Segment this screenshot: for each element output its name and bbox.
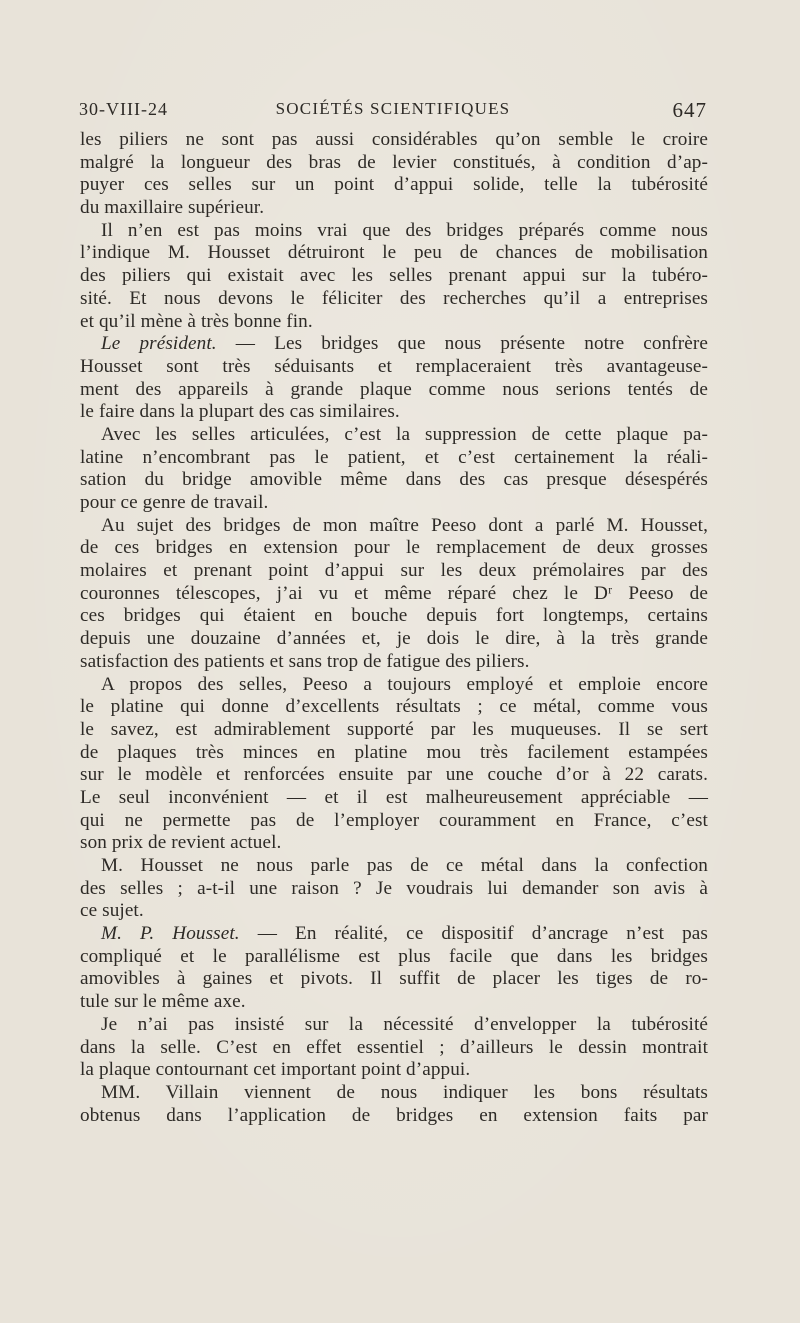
text-line xyxy=(80,469,708,492)
page-number: 647 xyxy=(672,98,707,122)
text-line xyxy=(80,719,708,742)
line-text: et qu’il mène à très bonne fin. xyxy=(80,310,313,332)
line-text: puyer ces selles sur un point d’appui solide, telle la tubérosité xyxy=(80,174,708,196)
text-line xyxy=(80,492,708,515)
speaker-name: M. P. Housset. xyxy=(101,923,240,945)
text-line xyxy=(80,288,708,311)
line-text: le faire dans la plupart des cas similaires. xyxy=(80,401,400,423)
line-text: tule sur le même axe. xyxy=(80,991,246,1013)
line-text: — En réalité, ce dispositif d’ancrage n’est pas xyxy=(239,923,708,945)
text-line xyxy=(80,878,708,901)
text-line xyxy=(80,197,708,220)
line-text: malgré la longueur des bras de levier constitués, à condition d’ap- xyxy=(80,151,708,173)
text-line xyxy=(80,968,708,991)
line-text: satisfaction des patients et sans trop de fatigue des piliers. xyxy=(80,650,530,672)
line-text: des piliers qui existait avec les selles prenant appui sur la tubéro- xyxy=(80,265,708,287)
line-text: Avec les selles articulées, c’est la suppression de cette plaque pa- xyxy=(101,423,708,445)
header-title: SOCIÉTÉS SCIENTIFIQUES xyxy=(275,99,511,118)
text-line xyxy=(80,356,708,379)
line-text: pour ce genre de travail. xyxy=(80,492,269,513)
text-line xyxy=(80,583,708,606)
text-line xyxy=(80,311,708,334)
text-line xyxy=(80,832,708,855)
text-line xyxy=(80,900,708,923)
text-line xyxy=(80,991,708,1014)
line-text: — Les bridges que nous présente notre confrère xyxy=(216,333,708,355)
line-text: du maxillaire supérieur. xyxy=(80,197,265,219)
text-line xyxy=(80,537,708,560)
line-text: Je n’ai pas insisté sur la nécessité d’envelopper la tubérosité xyxy=(101,1013,708,1035)
text-line xyxy=(80,946,708,969)
text-line xyxy=(80,764,708,787)
line-text: de ces bridges en extension pour le remplacement de deux grosses xyxy=(80,537,708,559)
line-text: de plaques très minces en platine mou très facilement estampées xyxy=(80,741,708,763)
text-line xyxy=(80,333,708,356)
line-text: qui ne permette pas de l’employer couramment en France, c’est xyxy=(80,809,708,831)
text-line xyxy=(80,401,708,424)
line-text: ment des appareils à grande plaque comme nous serions tentés de xyxy=(80,378,708,400)
text-line xyxy=(80,220,708,243)
text-line xyxy=(80,129,708,152)
running-header xyxy=(79,96,707,126)
line-text: le platine qui donne d’excellents résultats ; ce métal, comme vous xyxy=(80,696,708,718)
text-line xyxy=(80,174,708,197)
text-line xyxy=(80,1105,708,1128)
line-text: depuis une douzaine d’années et, je dois le dire, à la très grande xyxy=(80,628,708,650)
line-text: A propos des selles, Peeso a toujours employé et emploie encore xyxy=(101,673,708,695)
line-text: dans la selle. C’est en effet essentiel ; d’ailleurs le dessin montrait xyxy=(80,1036,708,1058)
line-text: MM. Villain viennent de nous indiquer les bons résultats xyxy=(101,1081,708,1103)
line-text: Au sujet des bridges de mon maître Peeso dont a parlé M. Housset, xyxy=(101,514,708,536)
line-text: l’indique M. Housset détruiront le peu de chances de mobilisation xyxy=(80,242,708,264)
line-text: la plaque contournant cet important point d’appui. xyxy=(80,1059,471,1081)
text-line xyxy=(80,787,708,810)
text-line xyxy=(80,515,708,538)
text-line xyxy=(80,810,708,833)
line-text: des selles ; a-t-il une raison ? Je voudrais lui demander son avis à xyxy=(80,877,708,899)
text-line xyxy=(80,651,708,674)
line-text: amovibles à gaines et pivots. Il suffit de placer les tiges de ro- xyxy=(80,968,708,990)
line-text: latine n’encombrant pas le patient, et c’est certainement la réali- xyxy=(80,446,708,468)
text-line xyxy=(80,379,708,402)
text-line xyxy=(80,447,708,470)
line-text: M. Housset ne nous parle pas de ce métal dans la confection xyxy=(101,855,708,876)
text-line xyxy=(80,855,708,878)
text-line xyxy=(80,1082,708,1105)
text-line xyxy=(80,424,708,447)
line-text: ces bridges qui étaient en bouche depuis fort longtemps, certains xyxy=(80,605,708,627)
speaker-name: Le président. xyxy=(101,333,217,355)
line-text: ce sujet. xyxy=(80,900,144,922)
line-text: Il n’en est pas moins vrai que des bridges préparés comme nous xyxy=(101,219,708,241)
line-text: compliqué et le parallélisme est plus facile que dans les bridges xyxy=(80,945,708,967)
header-date: 30-VIII-24 xyxy=(79,99,168,119)
text-line xyxy=(80,265,708,288)
text-line xyxy=(80,674,708,697)
text-line xyxy=(80,628,708,651)
text-line xyxy=(80,242,708,265)
text-line xyxy=(80,923,708,946)
line-text: sur le modèle et renforcées ensuite par une couche d’or à 22 carats. xyxy=(80,764,708,786)
line-text: Housset sont très séduisants et remplaceraient très avantageuse- xyxy=(80,355,708,377)
line-text: le savez, est admirablement supporté par les muqueuses. Il se sert xyxy=(80,718,708,740)
line-text: sation du bridge amovible même dans des cas presque désespérés xyxy=(80,469,708,491)
text-line xyxy=(80,605,708,628)
line-text: son prix de revient actuel. xyxy=(80,832,282,854)
line-text: couronnes télescopes, j’ai vu et même réparé chez le Dʳ Peeso de xyxy=(80,582,708,604)
text-line xyxy=(80,560,708,583)
line-text: sité. Et nous devons le féliciter des recherches qu’il a entreprises xyxy=(80,287,708,309)
line-text: obtenus dans l’application de bridges en extension faits par xyxy=(80,1104,708,1126)
line-text: Le seul inconvénient — et il est malheureusement appréciable — xyxy=(80,786,708,808)
text-line xyxy=(80,742,708,765)
text-line xyxy=(80,152,708,175)
line-text: molaires et prenant point d’appui sur les deux prémolaires par des xyxy=(80,560,708,582)
text-line xyxy=(80,1014,708,1037)
line-text: les piliers ne sont pas aussi considérables qu’on semble le croire xyxy=(80,129,708,150)
text-line xyxy=(80,1037,708,1060)
body-text xyxy=(80,129,708,1127)
text-line xyxy=(80,1059,708,1082)
text-line xyxy=(80,696,708,719)
